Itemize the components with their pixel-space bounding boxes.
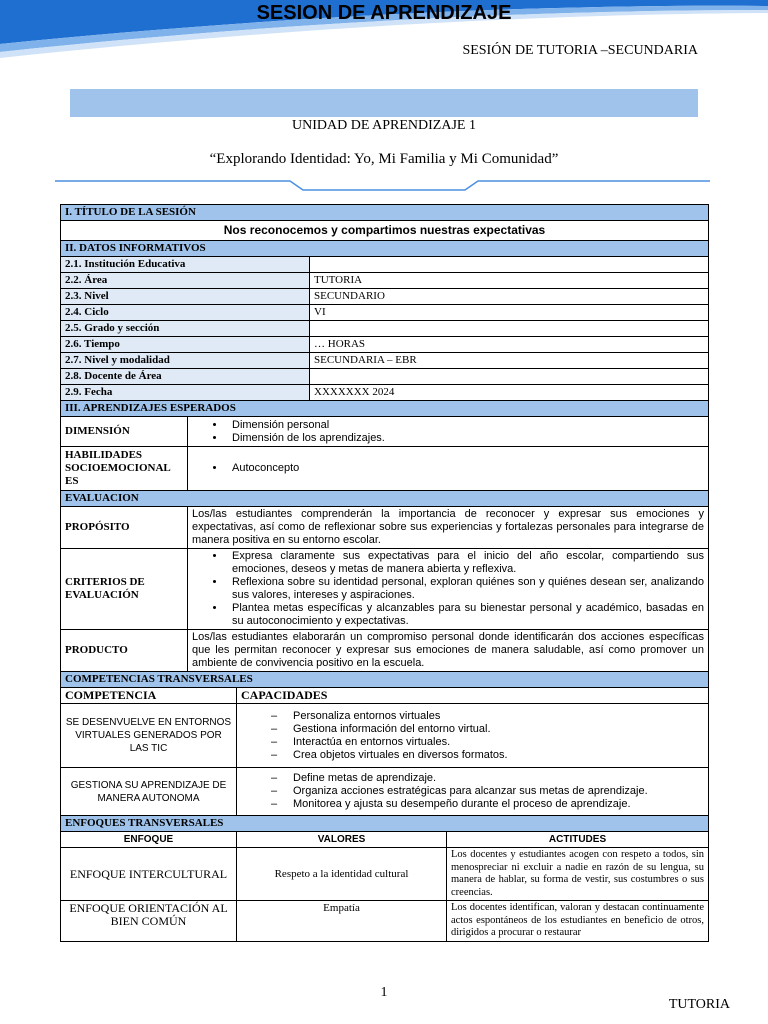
- table-row: [61, 385, 709, 401]
- habilidades-cell: [188, 447, 709, 491]
- data-value: [310, 257, 709, 273]
- list-item: – Interactúa en entornos virtuales.: [271, 736, 704, 749]
- data-value: XXXXXXX 2024: [310, 385, 709, 401]
- enfoque-valor: Empatía: [237, 901, 447, 942]
- table-row: [61, 353, 709, 369]
- data-label: 2.8. Docente de Área: [61, 369, 310, 385]
- section-enfoques-header: ENFOQUES TRANSVERSALES: [61, 816, 709, 832]
- data-value: SECUNDARIA – EBR: [310, 353, 709, 369]
- enfoque-col-header: ENFOQUE: [61, 832, 237, 848]
- list-item: – Define metas de aprendizaje.: [271, 772, 704, 785]
- enfoque-actitud: Los docentes y estudiantes acogen con respeto a todos, sin menospreciar ni excluir a nadie en razón de su lengua, su manera de hablar, su forma de vestir, sus costumbres o sus creencias.: [447, 848, 709, 901]
- capacidades-cell: [237, 704, 709, 768]
- competencia-name: SE DESENVUELVE EN ENTORNOS VIRTUALES GENERADOS POR LAS TIC: [61, 704, 237, 768]
- list-item: • Autoconcepto: [226, 462, 704, 475]
- table-row: [61, 369, 709, 385]
- section-datos-header: II. DATOS INFORMATIVOS: [61, 241, 709, 257]
- unit-subtitle: UNIDAD DE APRENDIZAJE 1: [292, 118, 476, 133]
- section-aprendizajes-header: III. APRENDIZAJES ESPERADOS: [61, 401, 709, 417]
- dimension-label: DIMENSIÓN: [61, 417, 188, 447]
- data-label: 2.7. Nivel y modalidad: [61, 353, 310, 369]
- section-evaluacion-header: EVALUACION: [61, 491, 709, 507]
- list-item: – Gestiona información del entorno virtual.: [271, 723, 704, 736]
- list-item: – Personaliza entornos virtuales: [271, 710, 704, 723]
- table-row: [61, 337, 709, 353]
- actitudes-col-header: ACTITUDES: [447, 832, 709, 848]
- enfoque-name: ENFOQUE ORIENTACIÓN AL BIEN COMÚN: [61, 901, 237, 942]
- data-label: 2.2. Área: [61, 273, 310, 289]
- competencia-name: GESTIONA SU APRENDIZAJE DE MANERA AUTONOMA: [61, 768, 237, 816]
- unit-motto: “Explorando Identidad: Yo, Mi Familia y Mi Comunidad”: [209, 151, 559, 167]
- capacidades-col-header: CAPACIDADES: [237, 688, 709, 704]
- criterios-label: CRITERIOS DE EVALUACIÓN: [61, 549, 188, 630]
- producto-label: PRODUCTO: [61, 630, 188, 672]
- list-item: • Reflexiona sobre su identidad personal, exploran quiénes son y quiénes desean ser, analizando sus valores, intereses y aspiraciones.: [226, 576, 704, 602]
- data-value: … HORAS: [310, 337, 709, 353]
- section-competencias-header: COMPETENCIAS TRANSVERSALES: [61, 672, 709, 688]
- criterios-cell: [188, 549, 709, 630]
- session-title: Nos reconocemos y compartimos nuestras expectativas: [61, 221, 709, 241]
- section-title-header: I. TÍTULO DE LA SESIÓN: [61, 205, 709, 221]
- enfoque-actitud: Los docentes identifican, valoran y destacan continuamente actos espontáneos de los estudiantes en beneficio de otros, dirigidos a procurar o restaurar: [447, 901, 709, 942]
- list-item: • Expresa claramente sus expectativas para el inicio del año escolar, compartiendo sus emociones, deseos y metas de manera abierta y reflexiva.: [226, 550, 704, 576]
- valores-col-header: VALORES: [237, 832, 447, 848]
- list-item: • Plantea metas específicas y alcanzables para su bienestar personal y académico, basadas en su autoconocimiento y expectativas.: [226, 602, 704, 628]
- data-label: 2.6. Tiempo: [61, 337, 310, 353]
- list-item: • Dimensión personal: [226, 419, 704, 432]
- data-value: [310, 369, 709, 385]
- page-number: 1: [380, 985, 388, 1000]
- title-banner: [70, 89, 698, 117]
- table-row: [61, 901, 709, 942]
- table-row: [61, 321, 709, 337]
- table-row: [61, 305, 709, 321]
- competencia-col-header: COMPETENCIA: [61, 688, 237, 704]
- proposito-text: Los/las estudiantes comprenderán la importancia de reconocer y expresar sus emociones y expectativas, así como de reflexionar sobre sus experiencias y fortalezas personales para integrarse de manera positiva en su entorno escolar.: [188, 507, 709, 549]
- habilidades-label: HABILIDADES SOCIOEMOCIONAL ES: [61, 447, 188, 491]
- data-value: VI: [310, 305, 709, 321]
- proposito-label: PROPÓSITO: [61, 507, 188, 549]
- data-label: 2.1. Institución Educativa: [61, 257, 310, 273]
- table-row: [61, 273, 709, 289]
- enfoque-valor: Respeto a la identidad cultural: [237, 848, 447, 901]
- data-label: 2.9. Fecha: [61, 385, 310, 401]
- session-table: [60, 204, 709, 942]
- enfoque-name: ENFOQUE INTERCULTURAL: [61, 848, 237, 901]
- data-label: 2.3. Nivel: [61, 289, 310, 305]
- data-label: 2.4. Ciclo: [61, 305, 310, 321]
- list-item: – Organiza acciones estratégicas para alcanzar sus metas de aprendizaje.: [271, 785, 704, 798]
- capacidades-cell: [237, 768, 709, 816]
- table-row: [61, 289, 709, 305]
- table-row: [61, 257, 709, 273]
- list-item: – Monitorea y ajusta su desempeño durante el proceso de aprendizaje.: [271, 798, 704, 811]
- header-right-title: SESIÓN DE TUTORIA –SECUNDARIA: [462, 43, 698, 58]
- producto-text: Los/las estudiantes elaborarán un compromiso personal donde identificarán dos acciones específicas que les permitan reconocer y expresar sus emociones de manera saludable, así como promover un ambiente de convivencia positivo en la escuela.: [188, 630, 709, 672]
- list-item: – Crea objetos virtuales en diversos formatos.: [271, 749, 704, 762]
- page-title: SESION DE APRENDIZAJE: [256, 2, 512, 24]
- list-item: • Dimensión de los aprendizajes.: [226, 432, 704, 445]
- table-row: [61, 848, 709, 901]
- data-value: SECUNDARIO: [310, 289, 709, 305]
- data-value: TUTORIA: [310, 273, 709, 289]
- dimension-cell: [188, 417, 709, 447]
- data-label: 2.5. Grado y sección: [61, 321, 310, 337]
- data-value: [310, 321, 709, 337]
- footer-label: TUTORIA: [668, 997, 730, 1012]
- separator-line: [55, 178, 710, 192]
